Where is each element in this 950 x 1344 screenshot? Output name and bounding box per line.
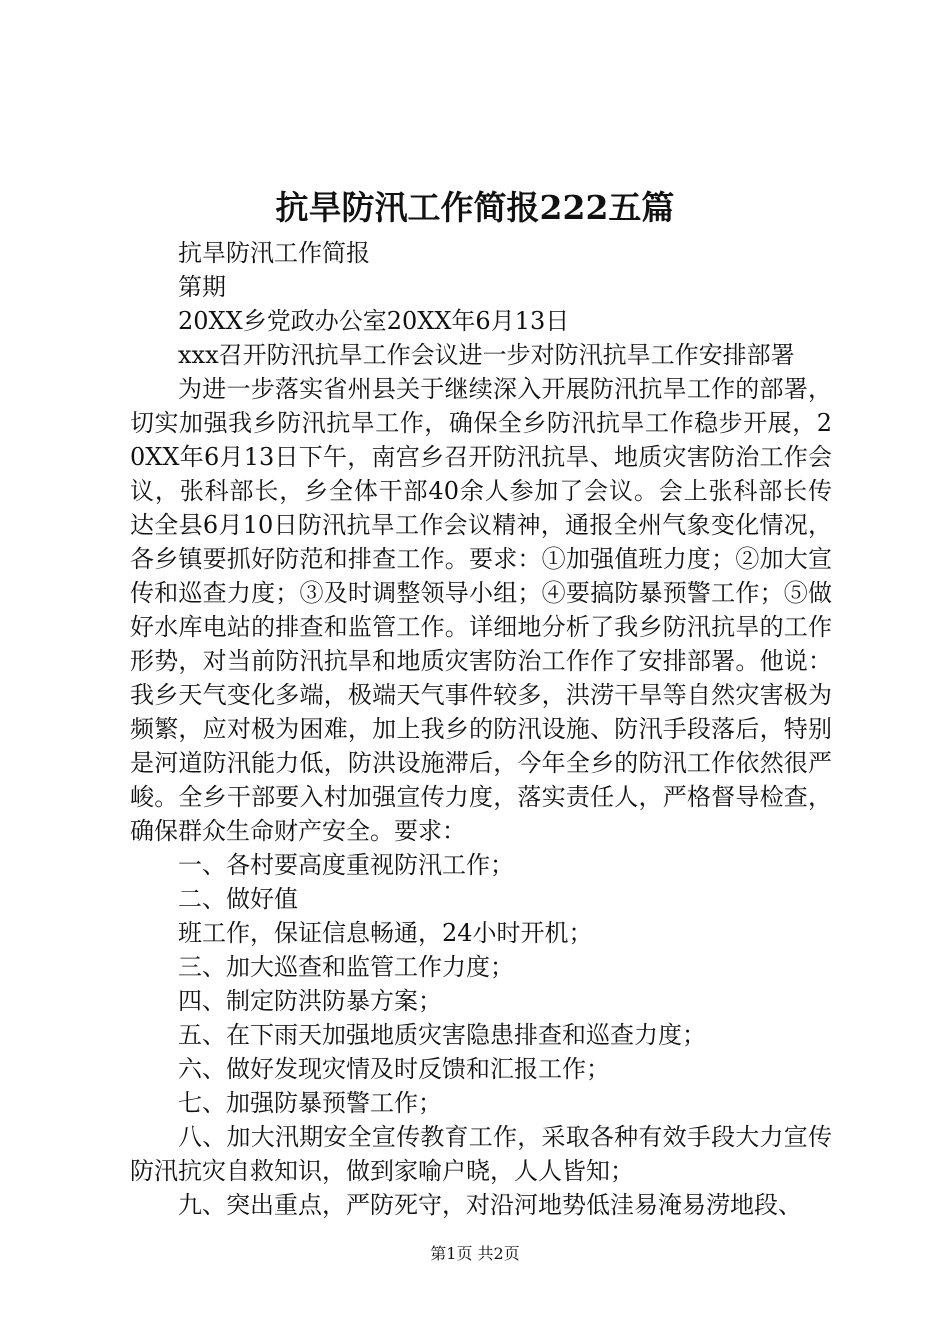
list-item: 七、加强防暴预警工作；: [178, 1089, 442, 1117]
list-item: 二、做好值: [178, 885, 298, 913]
page-footer: 第1页 共2页: [430, 1244, 520, 1263]
list-item: 一、各村要高度重视防汛工作；: [178, 851, 514, 879]
paragraph-issuer-date: 20XX乡党政办公室20XX年6月13日: [178, 307, 570, 335]
paragraph-main: 为进一步落实省州县关于继续深入开展防汛抗旱工作的部署，切实加强我乡防汛抗旱工作，确保全乡防汛抗旱工作稳步开展，20XX年6月13日下午，南宫乡召开防汛抗旱、地质灾害防治工作会议，张科部长，乡全体干部40余人参加了会议。会上张科部长传达全县6月10日防汛抗旱工作会议精神，通报全州气象变化情况，各乡镇要抓好防范和排查工作。要求：①加强值班力度；②加大宣传和巡查力度；③及时调整领导小组；④要搞防暴预警工作；⑤做好水库电站的排查和监管工作。详细地分析了我乡防汛抗旱的工作形势，对当前防汛抗旱和地质灾害防治工作作了安排部署。他说：我乡天气变化多端，极端天气事件较多，洪涝干旱等自然灾害极为频繁，应对极为困难，加上我乡的防汛设施、防汛手段落后，特别是河道防汛能力低，防洪设施滞后，今年全乡的防汛工作依然很严峻。全乡干部要入村加强宣传力度，落实责任人，严格督导检查，确保群众生命财产安全。要求：: [130, 375, 832, 845]
list-item: 八、加大汛期安全宣传教育工作，采取各种有效手段大力宣传防汛抗灾自救知识，做到家喻户晓，人人皆知；: [130, 1123, 832, 1185]
list-item: 班工作，保证信息畅通，24小时开机；: [178, 919, 593, 947]
paragraph-issue: 第期: [178, 273, 226, 301]
paragraph-headline: xxx召开防汛抗旱工作会议进一步对防汛抗旱工作安排部署: [178, 341, 795, 369]
document-body: [130, 236, 832, 1222]
document-title: 抗旱防汛工作简报222五篇: [275, 188, 675, 227]
list-item: 九、突出重点，严防死守，对沿河地势低洼易淹易涝地段、: [178, 1191, 802, 1219]
list-item: 六、做好发现灾情及时反馈和汇报工作；: [178, 1055, 610, 1083]
list-item: 四、制定防洪防暴方案；: [178, 987, 442, 1015]
list-item: 三、加大巡查和监管工作力度；: [178, 953, 514, 981]
paragraph-bulletin-name: 抗旱防汛工作简报: [178, 239, 370, 267]
list-item: 五、在下雨天加强地质灾害隐患排查和巡查力度；: [178, 1021, 706, 1049]
